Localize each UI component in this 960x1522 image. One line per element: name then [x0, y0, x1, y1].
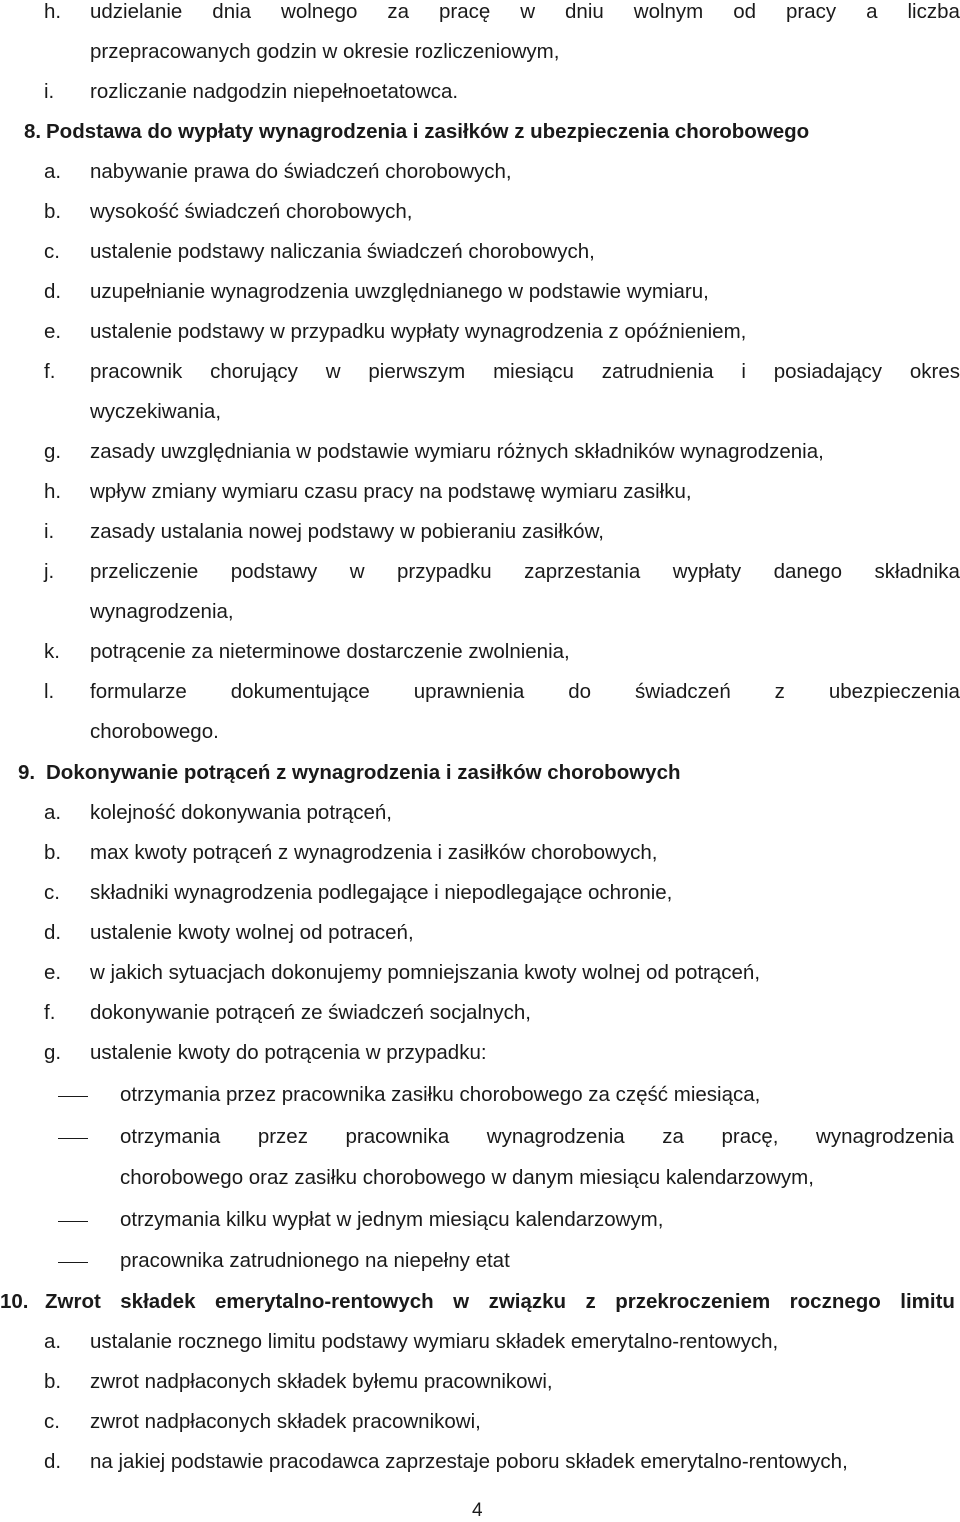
word: okres — [909, 360, 960, 383]
list-label: i. — [44, 80, 55, 103]
word: pierwszym — [368, 360, 466, 383]
word: miesiącu — [493, 360, 574, 383]
word: otrzymania — [120, 1125, 221, 1148]
list-label: a. — [44, 801, 62, 824]
list-label: b. — [44, 1370, 62, 1393]
word: z — [774, 680, 785, 703]
dash-bullet — [58, 1096, 88, 1097]
list-text: ustalenie kwoty wolnej od potraceń, — [90, 921, 414, 944]
list-label: b. — [44, 200, 62, 223]
list-text-justified — [90, 680, 960, 704]
list-label: i. — [44, 520, 55, 543]
word: za — [387, 0, 410, 23]
dash-bullet — [58, 1138, 88, 1139]
word: emerytalno-rentowych — [214, 1290, 434, 1313]
word: liczba — [907, 0, 960, 23]
word: wynagrodzenia — [486, 1125, 625, 1148]
word: dokumentujące — [230, 680, 370, 703]
list-text: nabywanie prawa do świadczeń chorobowych, — [90, 160, 512, 183]
list-label: l. — [44, 680, 55, 703]
word: rocznego — [789, 1290, 881, 1313]
list-label: g. — [44, 1041, 62, 1064]
section-number: 9. — [18, 761, 36, 784]
word: uprawnienia — [413, 680, 525, 703]
section-title: Podstawa do wypłaty wynagrodzenia i zasiłków z ubezpieczenia chorobowego — [46, 120, 810, 143]
list-label: f. — [44, 360, 56, 383]
list-text-continuation: przepracowanych godzin w okresie rozliczeniowym, — [90, 40, 560, 63]
word: pracownika — [345, 1125, 450, 1148]
list-label: d. — [44, 280, 62, 303]
word: a — [866, 0, 878, 23]
list-label: c. — [44, 881, 60, 904]
word: posiadający — [773, 360, 883, 383]
list-text: potrącenie za nieterminowe dostarczenie zwolnienia, — [90, 640, 570, 663]
word: w — [325, 360, 341, 383]
word: przeliczenie — [90, 560, 199, 583]
list-text: w jakich sytuacjach dokonujemy pomniejszania kwoty wolnej od potrąceń, — [90, 961, 761, 984]
list-label: e. — [44, 961, 62, 984]
word: z — [585, 1290, 596, 1313]
dash-text: pracownika zatrudnionego na niepełny etat — [120, 1249, 510, 1272]
word: zatrudnienia — [601, 360, 714, 383]
word: składek — [120, 1290, 196, 1313]
list-text: wysokość świadczeń chorobowych, — [90, 200, 413, 223]
list-text: max kwoty potrąceń z wynagrodzenia i zasiłków chorobowych, — [90, 841, 658, 864]
dash-text: otrzymania przez pracownika zasiłku chorobowego za część miesiąca, — [120, 1083, 761, 1106]
word: Zwrot — [45, 1290, 101, 1313]
list-label: d. — [44, 1450, 62, 1473]
word: wynagrodzenia — [816, 1125, 954, 1148]
word: przypadku — [397, 560, 492, 583]
word: składnika — [874, 560, 960, 583]
word: związku — [488, 1290, 567, 1313]
dash-text: otrzymania kilku wypłat w jednym miesiącu kalendarzowym, — [120, 1208, 664, 1231]
word: pracę — [439, 0, 491, 23]
word: w — [453, 1290, 470, 1313]
word: wolnego — [281, 0, 358, 23]
list-text: zwrot nadpłaconych składek byłemu pracownikowi, — [90, 1370, 553, 1393]
dash-text-justified — [120, 1125, 954, 1149]
list-text: ustalanie rocznego limitu podstawy wymiaru składek emerytalno-rentowych, — [90, 1330, 779, 1353]
list-label: f. — [44, 1001, 56, 1024]
list-label: k. — [44, 640, 60, 663]
list-label: a. — [44, 160, 62, 183]
page-number: 4 — [472, 1500, 483, 1521]
word: pracy — [786, 0, 837, 23]
word: pracę, — [721, 1125, 779, 1148]
word: w — [349, 560, 365, 583]
word: wypłaty — [672, 560, 742, 583]
word: w — [520, 0, 536, 23]
list-label: c. — [44, 240, 60, 263]
list-label: b. — [44, 841, 62, 864]
list-text-continuation: wynagrodzenia, — [90, 600, 234, 623]
word: danego — [773, 560, 842, 583]
word: przez — [257, 1125, 308, 1148]
word: świadczeń — [635, 680, 731, 703]
list-label: j. — [44, 560, 55, 583]
word: ubezpieczenia — [828, 680, 960, 703]
word: limitu — [900, 1290, 955, 1313]
section-number: 10. — [0, 1290, 29, 1313]
list-text: uzupełnianie wynagrodzenia uwzględnianego w podstawie wymiaru, — [90, 280, 709, 303]
list-text: rozliczanie nadgodzin niepełnoetatowca. — [90, 80, 459, 103]
list-text: składniki wynagrodzenia podlegające i niepodlegające ochronie, — [90, 881, 673, 904]
list-text: ustalenie podstawy w przypadku wypłaty wynagrodzenia z opóźnieniem, — [90, 320, 747, 343]
word: dnia — [212, 0, 252, 23]
list-label: e. — [44, 320, 62, 343]
word: udzielanie — [90, 0, 183, 23]
word: do — [568, 680, 592, 703]
word: zaprzestania — [524, 560, 641, 583]
list-text: zasady ustalania nowej podstawy w pobieraniu zasiłków, — [90, 520, 604, 543]
list-label: c. — [44, 1410, 60, 1433]
section-title: Dokonywanie potrąceń z wynagrodzenia i zasiłków chorobowych — [46, 761, 681, 784]
word: dniu — [565, 0, 604, 23]
list-text-justified — [90, 0, 960, 24]
list-text: wpływ zmiany wymiaru czasu pracy na podstawę wymiaru zasiłku, — [90, 480, 692, 503]
list-label: g. — [44, 440, 62, 463]
list-label: d. — [44, 921, 62, 944]
list-text-justified — [90, 360, 960, 384]
dash-bullet — [58, 1262, 88, 1263]
list-text: ustalenie podstawy naliczania świadczeń chorobowych, — [90, 240, 595, 263]
section-title — [45, 1290, 955, 1314]
list-label: a. — [44, 1330, 62, 1353]
list-label: h. — [44, 480, 62, 503]
word: za — [662, 1125, 684, 1148]
dash-bullet — [58, 1221, 88, 1222]
dash-text-continuation: chorobowego oraz zasiłku chorobowego w danym miesiącu kalendarzowym, — [120, 1166, 814, 1189]
list-text: na jakiej podstawie pracodawca zaprzestaje poboru składek emerytalno-rentowych, — [90, 1450, 848, 1473]
word: pracownik — [90, 360, 183, 383]
list-text: zwrot nadpłaconych składek pracownikowi, — [90, 1410, 481, 1433]
list-text: kolejność dokonywania potrąceń, — [90, 801, 392, 824]
list-text: zasady uwzględniania w podstawie wymiaru różnych składników wynagrodzenia, — [90, 440, 824, 463]
word: wolnym — [633, 0, 704, 23]
section-number: 8. — [24, 120, 42, 143]
list-label: h. — [44, 0, 62, 23]
list-text-continuation: chorobowego. — [90, 720, 219, 743]
word: i — [741, 360, 746, 383]
word: przekroczeniem — [615, 1290, 771, 1313]
list-text: ustalenie kwoty do potrącenia w przypadku: — [90, 1041, 487, 1064]
list-text-continuation: wyczekiwania, — [90, 400, 222, 423]
word: od — [733, 0, 757, 23]
word: podstawy — [230, 560, 318, 583]
word: chorujący — [210, 360, 298, 383]
list-text: dokonywanie potrąceń ze świadczeń socjalnych, — [90, 1001, 532, 1024]
word: formularze — [90, 680, 187, 703]
list-text-justified — [90, 560, 960, 584]
